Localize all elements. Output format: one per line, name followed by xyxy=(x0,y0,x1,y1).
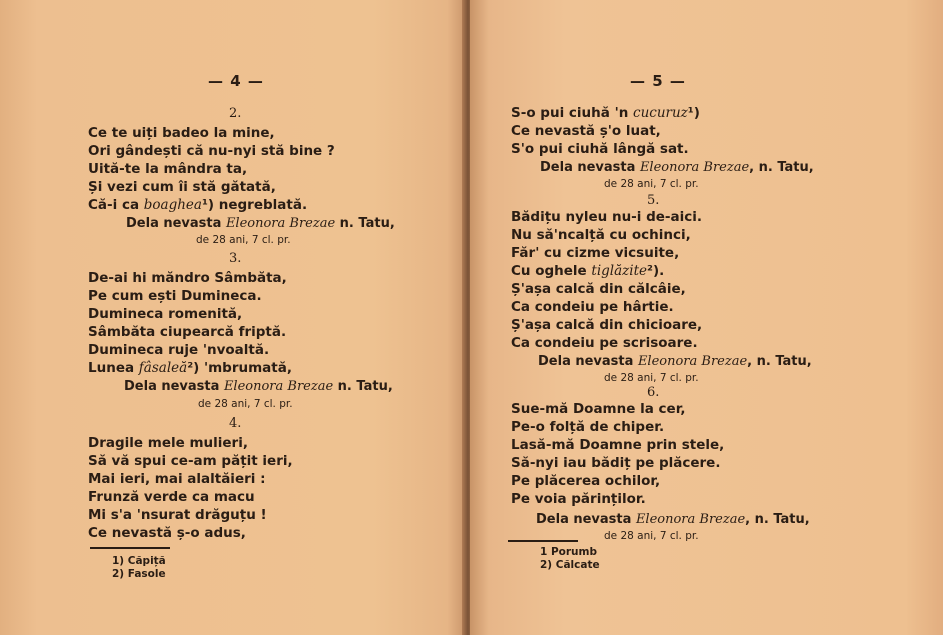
attribution xyxy=(538,354,812,369)
verse-line: Ce te uiți badeo la mine, xyxy=(88,125,275,141)
verse-line: Sâmbăta ciupearcă friptă. xyxy=(88,324,287,340)
credit-prefix: Dela nevasta xyxy=(536,512,636,527)
credit-prefix: Dela nevasta xyxy=(124,379,224,394)
verse-text: ²) 'mbrumată, xyxy=(187,360,292,376)
footnote: 1) Căpiță xyxy=(112,555,166,567)
verse-line: Dragile mele mulieri, xyxy=(88,435,248,451)
footnote-rule xyxy=(508,540,578,542)
verse-text: ¹) xyxy=(687,105,700,121)
page-number: — 5 — xyxy=(630,72,686,90)
credit-name: Eleonora Brezae xyxy=(637,354,748,369)
attribution xyxy=(124,379,393,394)
verse-line: Ce nevastă ș'o luat, xyxy=(511,123,661,139)
footnoted-word: cucuruz xyxy=(633,105,688,121)
verse-line: Dumineca ruje 'nvoaltă. xyxy=(88,342,270,358)
verse-line: Mi s'a 'nsurat drăguțu ! xyxy=(88,507,267,523)
credit-suffix: , n. Tatu, xyxy=(749,160,814,175)
credit-prefix: Dela nevasta xyxy=(538,354,638,369)
verse-line: Nu să'ncalță cu ochinci, xyxy=(511,227,691,243)
verse-line xyxy=(88,360,292,377)
verse-line xyxy=(511,105,700,122)
verse-line: Pe voia părinților. xyxy=(511,491,646,507)
verse-line: Uită-te la mândra ta, xyxy=(88,161,248,177)
verse-line: Pe-o folță de chiper. xyxy=(511,419,665,435)
verse-line: Și vezi cum îi stă gătată, xyxy=(88,179,276,195)
footnoted-word: tiglăzite xyxy=(591,263,648,279)
verse-text: Lunea xyxy=(88,360,139,376)
credit-name: Eleonora Brezae xyxy=(635,512,746,527)
footnoted-word: boaghea xyxy=(143,197,202,213)
verse-line: S'o pui ciuhă lângă sat. xyxy=(511,141,689,157)
verse-text: Că-i ca xyxy=(88,197,144,213)
verse-line: De-ai hi măndro Sâmbăta, xyxy=(88,270,287,286)
footnote: 2) Fasole xyxy=(112,568,166,580)
credit-name: Eleonora Brezae xyxy=(225,216,336,231)
footnote: 2) Călcate xyxy=(540,559,600,571)
credit-name: Eleonora Brezae xyxy=(223,379,334,394)
poem-number: 4. xyxy=(229,416,242,431)
age-note: de 28 ani, 7 cl. pr. xyxy=(604,372,699,384)
verse-text: ¹) negreblată. xyxy=(201,197,308,213)
left-page xyxy=(0,0,466,635)
verse-line: Frunză verde ca macu xyxy=(88,489,255,505)
verse-text: ²). xyxy=(647,263,665,279)
verse-line: Pe plăcerea ochilor, xyxy=(511,473,661,489)
verse-line: Să-nyi iau bădiț pe plăcere. xyxy=(511,455,721,471)
verse-text: Cu oghele xyxy=(511,263,592,279)
age-note: de 28 ani, 7 cl. pr. xyxy=(196,234,291,246)
poem-number: 6. xyxy=(647,385,660,400)
age-note: de 28 ani, 7 cl. pr. xyxy=(604,530,699,542)
poem-number: 5. xyxy=(647,193,660,208)
verse-line: Ca condeiu pe scrisoare. xyxy=(511,335,698,351)
verse-line: Ca condeiu pe hârtie. xyxy=(511,299,674,315)
verse-line: Pe cum ești Dumineca. xyxy=(88,288,262,304)
verse-line: Ș'așa calcă din chicioare, xyxy=(511,317,703,333)
credit-suffix: , n. Tatu, xyxy=(747,354,812,369)
credit-prefix: Dela nevasta xyxy=(126,216,226,231)
verse-line: Să vă spui ce-am pățit ieri, xyxy=(88,453,293,469)
poem-number: 3. xyxy=(229,251,242,266)
footnote-rule xyxy=(90,547,170,549)
age-note: de 28 ani, 7 cl. pr. xyxy=(604,178,699,190)
attribution xyxy=(126,216,395,231)
credit-suffix: , n. Tatu, xyxy=(745,512,810,527)
verse-line: Sue-mă Doamne la cer, xyxy=(511,401,686,417)
verse-line: Făr' cu cizme vicsuite, xyxy=(511,245,680,261)
verse-line xyxy=(511,263,664,280)
verse-line: Ori gândești că nu-nyi stă bine ? xyxy=(88,143,335,159)
page-number: — 4 — xyxy=(208,72,264,90)
credit-prefix: Dela nevasta xyxy=(540,160,640,175)
right-page xyxy=(470,0,943,635)
verse-line: Lasă-mă Doamne prin stele, xyxy=(511,437,725,453)
credit-suffix: n. Tatu, xyxy=(335,216,395,231)
poem-number: 2. xyxy=(229,106,242,121)
verse-line: Ș'așa calcă din călcâie, xyxy=(511,281,686,297)
verse-text: S-o pui ciuhă 'n xyxy=(511,105,634,121)
credit-name: Eleonora Brezae xyxy=(639,160,750,175)
verse-line: Mai ieri, mai alaltăieri : xyxy=(88,471,266,487)
verse-line: Ce nevastă ș-o adus, xyxy=(88,525,246,541)
credit-suffix: n. Tatu, xyxy=(333,379,393,394)
attribution xyxy=(540,160,814,175)
attribution xyxy=(536,512,810,527)
footnoted-word: fâsaleă xyxy=(138,360,188,376)
footnote: 1 Porumb xyxy=(540,546,597,558)
age-note: de 28 ani, 7 cl. pr. xyxy=(198,398,293,410)
verse-line xyxy=(88,197,307,214)
verse-line: Bădițu nyleu nu-i de-aici. xyxy=(511,209,703,225)
verse-line: Dumineca romenită, xyxy=(88,306,243,322)
